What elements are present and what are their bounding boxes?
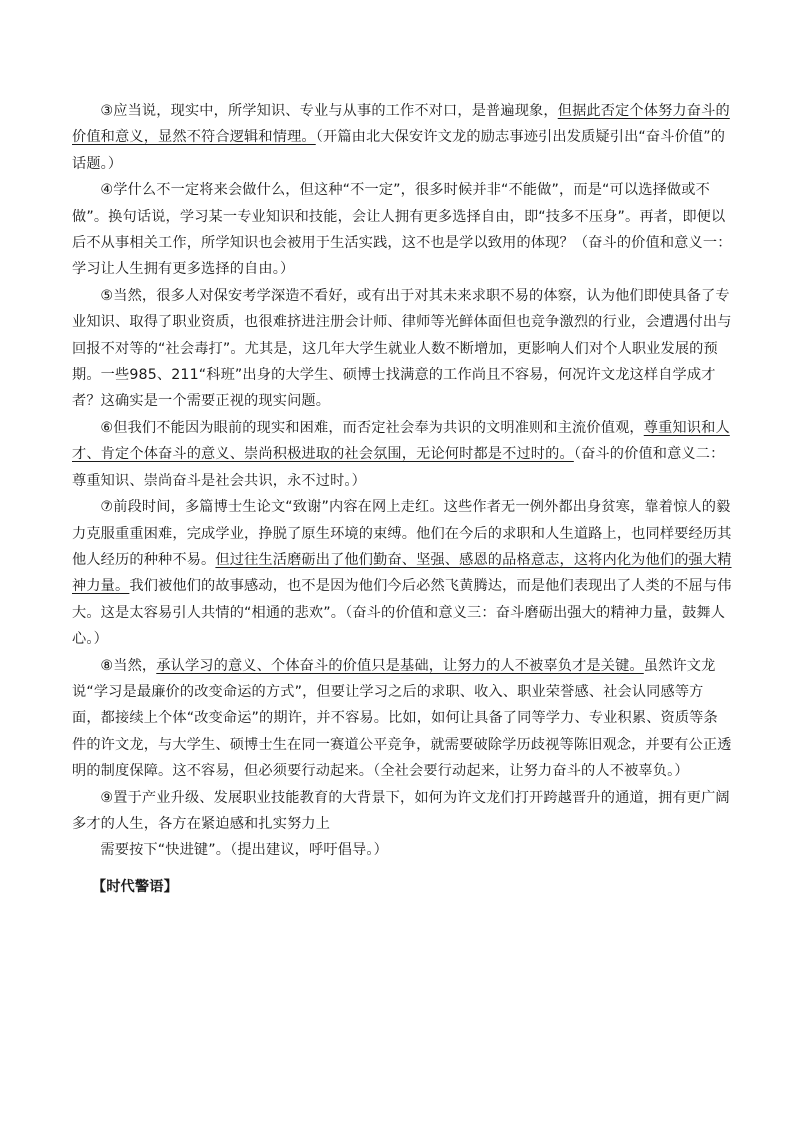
text-segment: 虽然许文龙说“学习是最廉价的改变命运的方式”，但要让学习之后的求职、收入、职业荣誉感、社会认同感等方面，都接续上个体“改变命运”的期许，并不容易。比如，如何让具备了同等学力、专业积累、资质等条件的许文龙，与大学生、硕博士生在同一赛道公平竞争，就需要破除学历歧视等陈旧观念，并要有公正透明的制度保障。这不容易，但必须要行动起来。（全社会要行动起来，让努力奋斗的人不被辜负。） [72, 657, 732, 780]
text-segment: ⑨置于产业升级、发展职业技能教育的大背景下，如何为许文龙们打开跨越晋升的通道，拥有更广阔多才的人生，各方在紧迫感和扎实努力上 [72, 789, 730, 832]
text-segment: ⑤当然，很多人对保安考学深造不看好，或有出于对其未来求职不易的体察，认为他们即使具备了专业知识、取得了职业资质，也很难挤进注册会计师、律师等光鲜体面但也竞争激烈的行业，会遭遇付出与回报不对等的“社会毒打”。尤其是，这几年大学生就业人数不断增加，更影响人们对个人职业发展的预期。一些985、211“科班”出身的大学生、硕博士找满意的工作尚且不容易，何况许文龙这样自学成才者？这确实是一个需要正视的现实问题。 [72, 287, 732, 410]
text-segment: ⑦前段时间，多篇博士生论文“致谢”内容在网上走红。这些作者无一例外都出身贫寒，靠着惊人的毅力克服重重困难，完成学业，挣脱了原生环境的束缚。他们在今后的求职和人生道路上，也同样要经历其他人经历的种种不易。 [72, 499, 732, 568]
text-segment: 我们被他们的故事感动，也不是因为他们今后必然飞黄腾达，而是他们表现出了人类的不屈与伟大。这是太容易引人共情的“相通的悲欢”。（奋斗的价值和意义三：奋斗磨砺出强大的精神力量，鼓舞人心。） [72, 578, 732, 648]
paragraph-7 [72, 494, 732, 652]
annotation-segment: （奋斗的价值和意义二：尊重知识、崇尚奋斗是社会共识，永不过时。） [72, 446, 725, 489]
text-segment: ⑧当然， [100, 657, 157, 674]
paragraph-8 [72, 653, 732, 785]
section-heading: 【时代警语】 [91, 878, 178, 895]
underlined-text-segment: 尊重知识和人才、肯定个体奋斗的意义、崇尚积极进取的社会氛围，无论何时都是不过时的。 [72, 419, 730, 463]
underlined-text-segment: 承认学习的意义、个体奋斗的价值只是基础，让努力的人不被辜负才是关键。 [156, 657, 644, 674]
underlined-text-segment: 但据此否定个体努力奋斗的价值和意义，显然不符合逻辑和情理。 [72, 103, 730, 146]
text-segment: ⑥但我们不能因为眼前的现实和困难，而否定社会奉为共识的文明准则和主流价值观， [100, 419, 644, 436]
text-segment: 需要按下“快进键”。（提出建议，呼吁倡导。） [100, 842, 388, 859]
paragraph-10 [72, 837, 732, 863]
paragraph-4 [72, 177, 732, 283]
article-body [72, 98, 732, 900]
paragraph-3 [72, 98, 732, 177]
paragraph-6 [72, 415, 732, 494]
paragraph-5 [72, 283, 732, 415]
text-segment: ③应当说，现实中，所学知识、专业与从事的工作不对口，是普遍现象， [100, 103, 558, 119]
annotation-segment: （开篇由北大保安许文龙的励志事迹引出发质疑引出“奋斗价值”的话题。） [72, 129, 726, 172]
text-segment: ④学什么不一定将来会做什么，但这种“不一定”，很多时候并非“不能做”，而是“可以选择做或不做”。换句话说，学习某一专业知识和技能，会让人拥有更多选择自由，即“技多不压身”。再者，即便以后不从事相关工作，所学知识也会被用于生活实践，这不也是学以致用的体现？（奋斗的价值和意义一：学习让人生拥有更多选择的自由。） [72, 182, 732, 278]
underlined-text-segment: 但过往生活磨砺出了他们勤奋、坚强、感恩的品格意志，这将内化为他们的强大精神力量。 [72, 551, 732, 595]
paragraph-9 [72, 785, 732, 838]
